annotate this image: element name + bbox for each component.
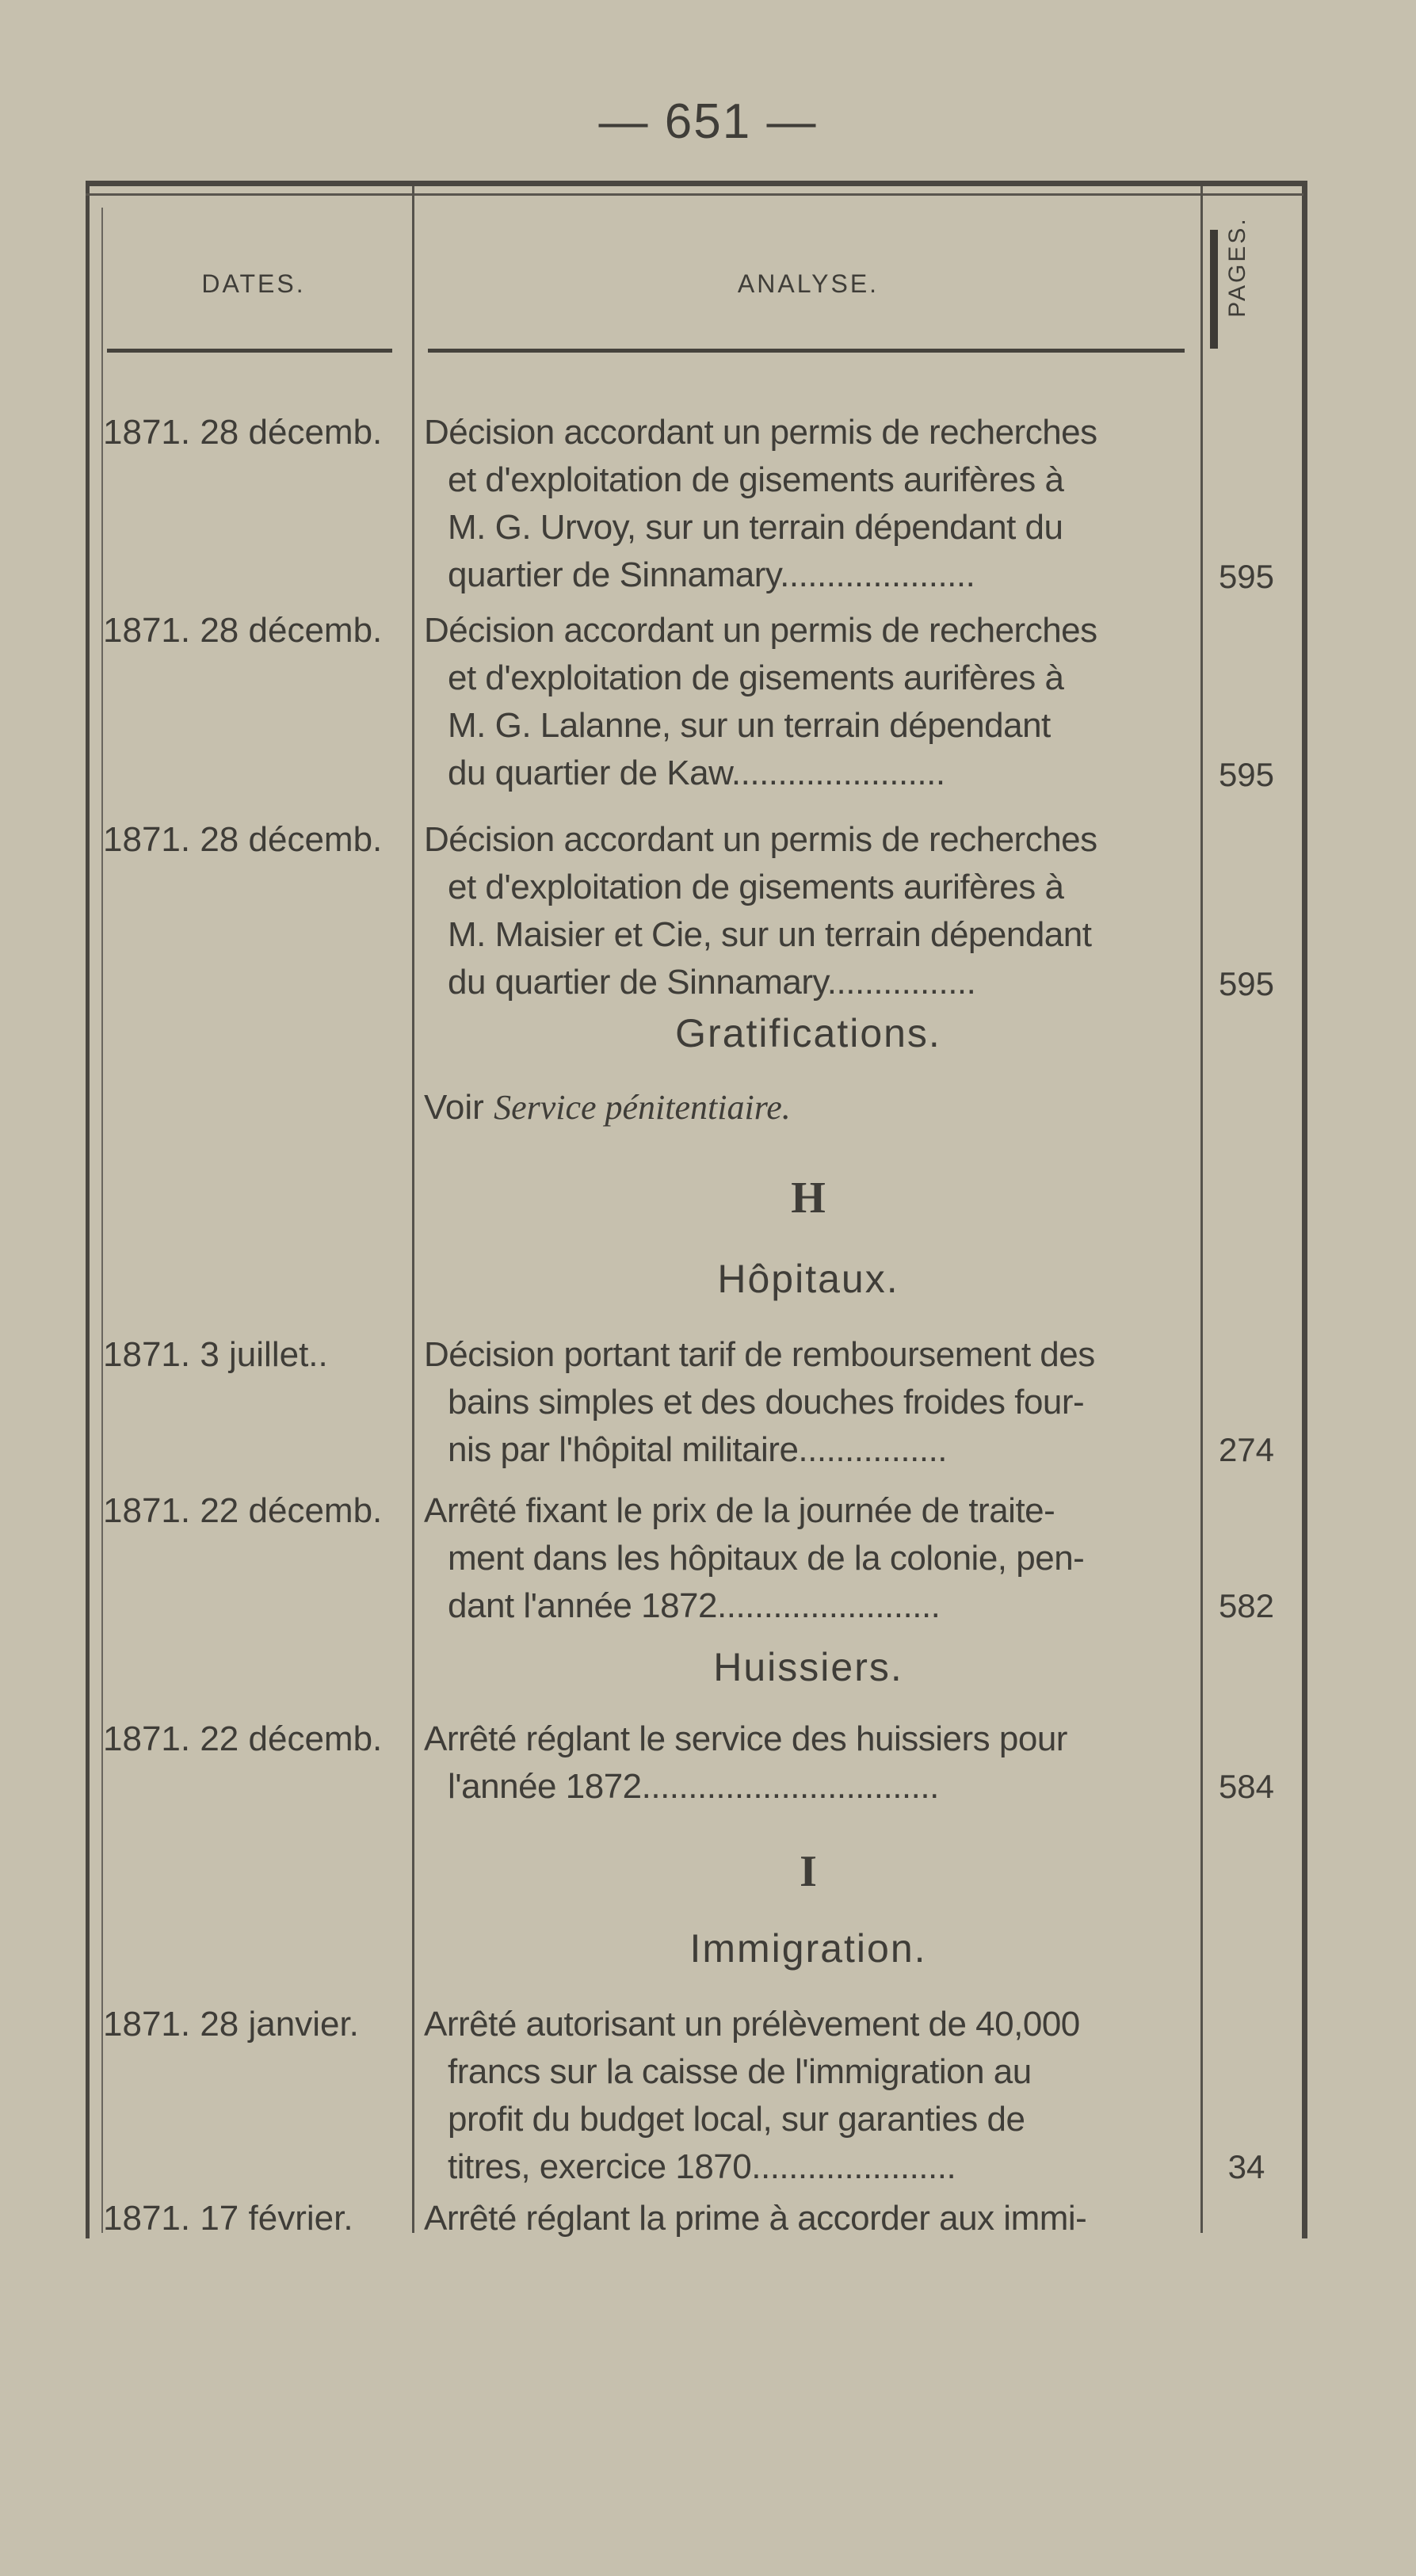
voir-reference — [424, 1087, 791, 1128]
analysis-line: bains simples et des douches froides four- — [448, 1383, 1085, 1422]
analysis-line: Arrêté réglant la prime à accorder aux immi- — [424, 2199, 1087, 2238]
entry-date: 1871. 28 décemb. — [103, 413, 383, 452]
entry-page: 584 — [1218, 1768, 1275, 1805]
entry-page: 34 — [1227, 2148, 1265, 2185]
entry-page: 595 — [1218, 756, 1275, 793]
entry-analysis — [424, 816, 1193, 1006]
analysis-line: M. G. Lalanne, sur un terrain dépendant — [448, 706, 1051, 745]
analysis-line: dant l'année 1872........................ — [448, 1586, 941, 1625]
column-divider-dates — [412, 186, 414, 2233]
analysis-line: M. Maisier et Cie, sur un terrain dépendant — [448, 915, 1092, 954]
dates-header: DATES. — [201, 269, 306, 298]
frame-top-rule — [86, 193, 1303, 196]
entry-page: 274 — [1218, 1431, 1275, 1468]
section-huissiers: Huissiers. — [713, 1645, 903, 1689]
entry-date: 1871. 17 février. — [103, 2199, 353, 2238]
voir-prefix: Voir — [424, 1088, 484, 1127]
entry-page: 582 — [1218, 1587, 1275, 1624]
section-immigration: Immigration. — [689, 1926, 927, 1971]
section-letter-h: H — [791, 1174, 826, 1223]
page-number: — 651 — — [598, 94, 818, 149]
entry-date: 1871. 28 décemb. — [103, 820, 383, 859]
pages-header-rotated — [1224, 160, 1343, 318]
section-letter-i: I — [800, 1847, 817, 1896]
entry-page: 595 — [1218, 965, 1275, 1002]
pages-header-bar — [1210, 230, 1218, 349]
analysis-line: du quartier de Sinnamary................ — [448, 963, 976, 1002]
entry-analysis — [424, 607, 1193, 797]
entry-analysis — [424, 2195, 1193, 2242]
analysis-line: Décision accordant un permis de recherches — [424, 820, 1097, 859]
analyse-header-rule — [428, 349, 1185, 353]
analysis-line: et d'exploitation de gisements aurifères à — [448, 460, 1064, 499]
entry-analysis — [424, 1331, 1193, 1474]
analysis-line: M. G. Urvoy, sur un terrain dépendant du — [448, 508, 1063, 547]
analysis-line: l'année 1872................................ — [448, 1767, 939, 1806]
entry-page: 595 — [1218, 558, 1275, 595]
frame-inner-left-rule — [101, 208, 103, 2233]
analysis-line: Arrêté réglant le service des huissiers pour — [424, 1719, 1067, 1758]
voir-target: Service pénitentiaire. — [494, 1088, 791, 1127]
analysis-line: quartier de Sinnamary..................... — [448, 555, 975, 594]
analyse-header: ANALYSE. — [737, 269, 880, 298]
analysis-line: et d'exploitation de gisements aurifères à — [448, 868, 1064, 906]
pages-header: PAGES. — [1224, 216, 1250, 318]
entry-analysis — [424, 1487, 1193, 1630]
section-gratifications: Gratifications. — [675, 1011, 941, 1055]
section-hopitaux: Hôpitaux. — [717, 1257, 899, 1301]
entry-analysis — [424, 409, 1193, 599]
analysis-line: titres, exercice 1870...................... — [448, 2147, 956, 2186]
analysis-line: profit du budget local, sur garanties de — [448, 2100, 1025, 2139]
analysis-line: ment dans les hôpitaux de la colonie, pen- — [448, 1539, 1085, 1578]
analysis-line: Arrêté autorisant un prélèvement de 40,000 — [424, 2005, 1080, 2044]
entry-date: 1871. 28 décemb. — [103, 611, 383, 650]
analysis-line: Décision accordant un permis de recherches — [424, 413, 1097, 452]
entry-analysis — [424, 1715, 1193, 1811]
entry-analysis — [424, 2001, 1193, 2191]
analysis-line: et d'exploitation de gisements aurifères à — [448, 658, 1064, 697]
entry-date: 1871. 22 décemb. — [103, 1719, 383, 1758]
entry-date: 1871. 3 juillet.. — [103, 1335, 328, 1374]
analysis-line: Décision accordant un permis de recherches — [424, 611, 1097, 650]
analysis-line: Décision portant tarif de remboursement des — [424, 1335, 1095, 1374]
analysis-line: francs sur la caisse de l'immigration au — [448, 2052, 1032, 2091]
analysis-line: nis par l'hôpital militaire................ — [448, 1430, 948, 1469]
entry-date: 1871. 22 décemb. — [103, 1491, 383, 1530]
analysis-line: Arrêté fixant le prix de la journée de traite- — [424, 1491, 1055, 1530]
column-divider-pages — [1200, 186, 1203, 2233]
dates-header-rule — [107, 349, 392, 353]
analysis-line: du quartier de Kaw....................... — [448, 754, 945, 792]
entry-date: 1871. 28 janvier. — [103, 2005, 359, 2044]
